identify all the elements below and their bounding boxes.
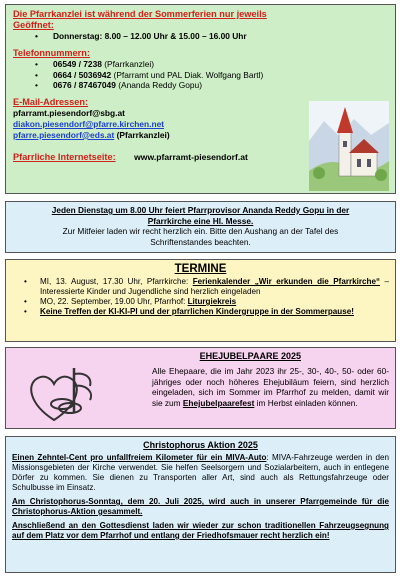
email-address[interactable]: diakon.piesendorf@pfarre.kirchen.net xyxy=(13,118,165,129)
christophorus-title: Christophorus Aktion 2025 xyxy=(143,440,258,450)
event-item: • MO, 22. September, 19.00 Uhr, Pfarrhof: Liturgiekreis xyxy=(12,297,389,307)
phone-item: • 0676 / 87467049 (Ananda Reddy Gopu) xyxy=(13,80,388,91)
termine-list xyxy=(12,277,389,317)
christophorus-p1: Einen Zehntel-Cent pro unfallfreiem Kilometer für ein MIVA-Auto: MIVA-Fahrzeuge werden in den Missionsgebieten der Kirche verwendet. Sie helfen Seelsorgern und Sozialarbeitern, auch in entlegene Dörfer zu kommen. Sie dienen zu Transporten aller Art, sind auch als Rettungsfahrzeuge oder Schulbusse im Einsatz. xyxy=(12,453,389,492)
mass-box xyxy=(5,201,396,253)
office-heading: Die Pfarrkanzlei ist während der Sommerferien nur jeweils Geöffnet: xyxy=(13,9,267,30)
termine-title: TERMINE xyxy=(174,263,227,275)
christophorus-box xyxy=(5,436,396,573)
church-illustration xyxy=(309,101,389,191)
phone-list xyxy=(13,59,388,91)
event-item: • MI, 13. August, 17.30 Uhr, Pfarrkirche: Ferienkalender „Wir erkunden die Pfarrkirche“ – Interessierte Kinder und Jugendliche sind herzlich eingeladen xyxy=(12,277,389,297)
office-info-box xyxy=(5,4,396,194)
office-hours-list xyxy=(13,31,388,42)
jubilee-box xyxy=(5,347,396,429)
jubilee-text: Alle Ehepaare, die im Jahr 2023 ihr 25-, 30-, 40-, 50- oder 60-jähriges oder noch höheres Ehejubiläum feiern, sind herzlich eingeladen, sich im Sommer im Pfarrhof zu melden, damit wir sie zum Ehejubelpaarefest im Herbst einladen können. xyxy=(152,366,389,408)
phone-heading: Telefonnummern: xyxy=(13,47,90,58)
phone-item: • 06549 / 7238 (Pfarrkanzlei) xyxy=(13,59,388,70)
email-heading: E-Mail-Adressen: xyxy=(13,97,89,108)
web-label: Pfarrliche Internetseite: xyxy=(13,151,116,162)
email-address[interactable]: pfarre.piesendorf@eds.at (Pfarrkanzlei) xyxy=(13,129,170,140)
email-address[interactable]: pfarramt.piesendorf@sbg.at xyxy=(13,108,125,119)
office-hours: • Donnerstag: 8.00 – 12.00 Uhr & 15.00 – 16.00 Uhr xyxy=(13,31,388,42)
web-url[interactable]: www.pfarramt-piesendorf.at xyxy=(134,151,248,162)
mass-note: Zur Mitfeier laden wir recht herzlich ein. Bitte den Aushang an der Tafel des xyxy=(62,226,339,236)
termine-box xyxy=(5,259,396,342)
mass-line: Jeden Dienstag um 8.00 Uhr feiert Pfarrprovisor Ananda Reddy Gopu in der xyxy=(51,205,350,215)
christophorus-p3: Anschließend an den Gottesdienst laden wir wieder zur schon traditionellen Fahrzeugsegnung auf dem Platz vor dem Pfarrhof und entlang der Friedhofsmauer recht herzlich ein! xyxy=(12,521,389,540)
christophorus-p2: Am Christophorus-Sonntag, dem 20. Juli 2025, wird auch in unserer Pfarrgemeinde für die Christophorus-Aktion gesammelt. xyxy=(12,497,389,516)
mass-note: Schriftenstandes beachten. xyxy=(150,236,251,247)
event-item: • Keine Treffen der KI-KI-PI und der pfarrlichen Kindergruppe in der Sommerpause! xyxy=(12,307,389,317)
jubilee-title: EHEJUBELPAARE 2025 xyxy=(199,351,301,361)
mass-line: Pfarrkirche eine Hl. Messe. xyxy=(147,215,254,226)
wedding-rings-icon xyxy=(24,362,120,424)
phone-item: • 0664 / 5036942 (Pfarramt und PAL Diak. Wolfgang Bartl) xyxy=(13,70,388,81)
